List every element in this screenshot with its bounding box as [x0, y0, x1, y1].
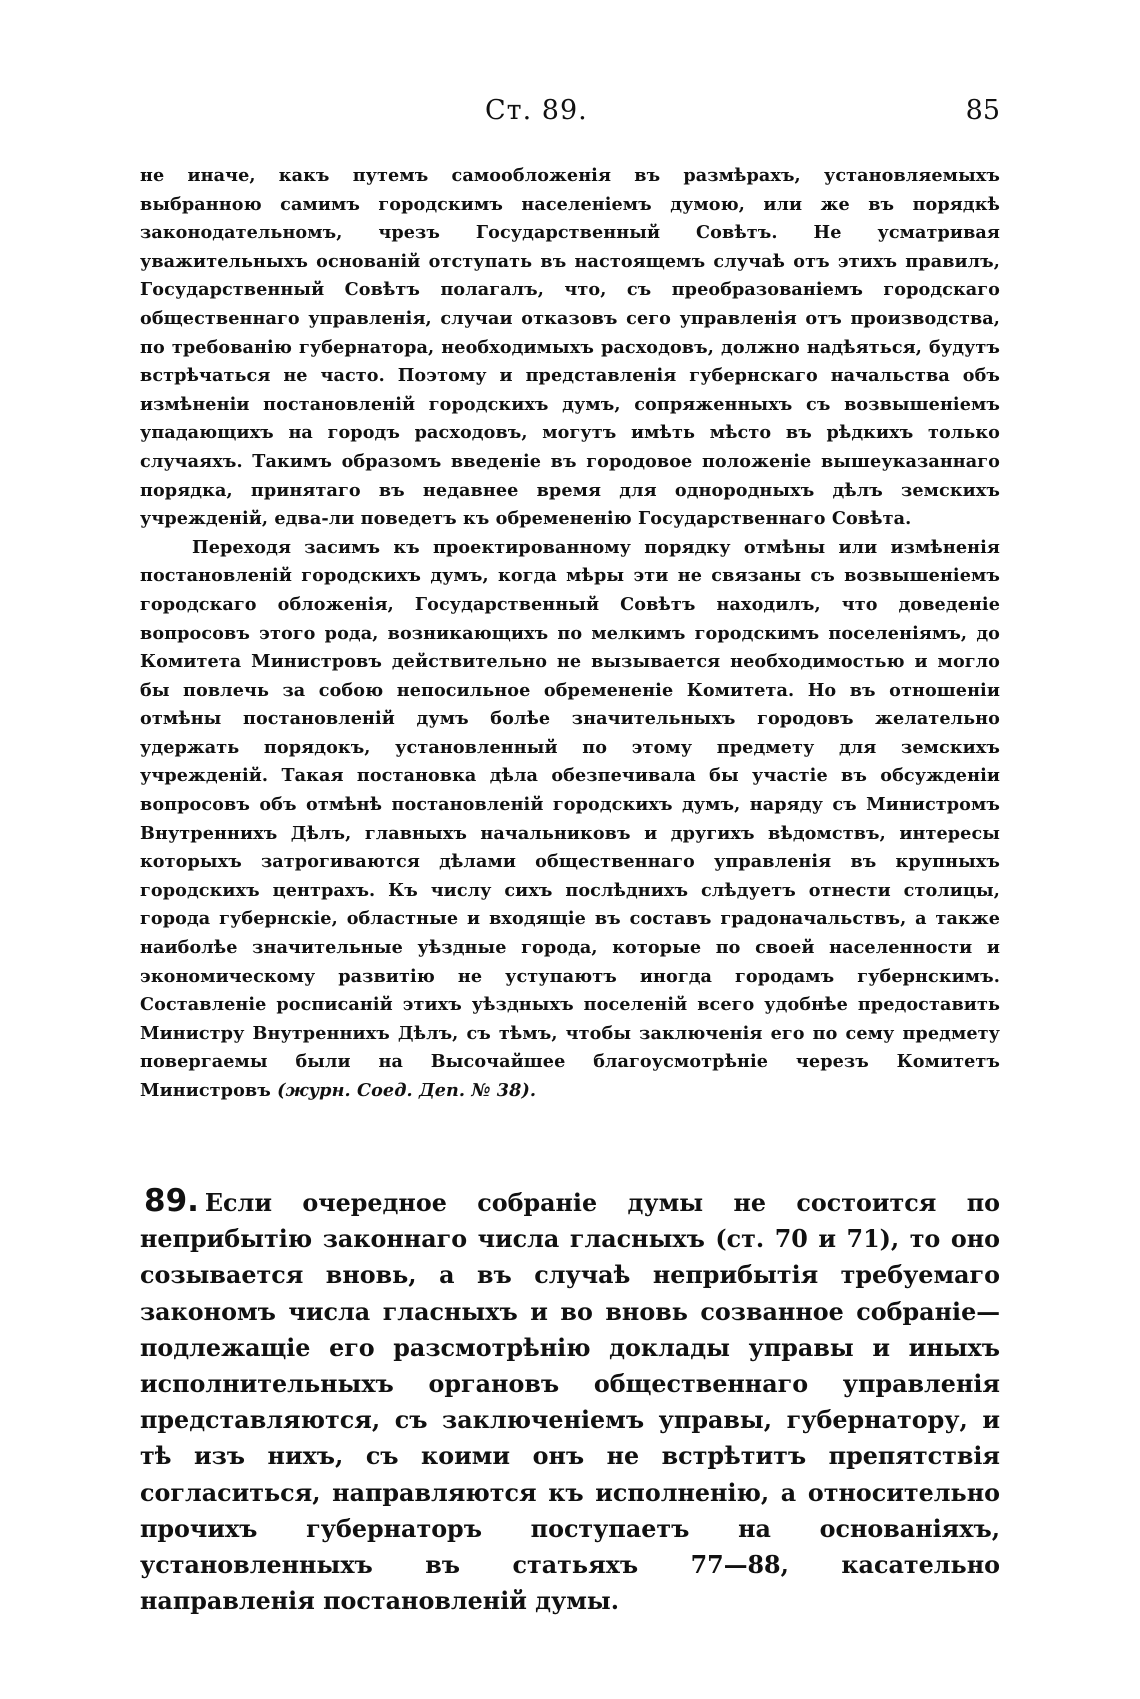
commentary-paragraph-2 [140, 534, 1000, 1106]
article-text: Если очередное собраніе думы не состоится по неприбытію законнаго числа гласныхъ (ст. 70 и 71), то оно созывается вновь, а въ случаѣ неприбытія требуемаго закономъ числа гласныхъ и во вновь созванное собраніе—подлежащіе его разсмотрѣнію доклады управы и иныхъ исполнительныхъ органовъ общественнаго управленія представляются, съ заключеніемъ управы, губернатору, и тѣ изъ нихъ, съ коими онъ не встрѣтитъ препятствія согласиться, направляются къ исполненію, а относительно прочихъ губернаторъ поступаетъ на основаніяхъ, установленныхъ въ статьяхъ 77—88, касательно направленія постановленій думы. [140, 1189, 1000, 1616]
article-paragraph [140, 1183, 1000, 1619]
journal-citation: (журн. Соед. Деп. № 38). [277, 1080, 537, 1101]
article-number: 89. [144, 1183, 199, 1219]
running-head [140, 95, 1000, 135]
commentary-paragraph-1: не иначе, какъ путемъ самообложенія въ размѣрахъ, установляемыхъ выбранною самимъ городскимъ населеніемъ думою, или же въ порядкѣ законодательномъ, чрезъ Государственный Совѣтъ. Не усматривая уважительныхъ основаній отступать въ настоящемъ случаѣ отъ этихъ правилъ, Государственный Совѣтъ полагалъ, что, съ преобразованіемъ городскаго общественнаго управленія, случаи отказовъ сего управленія отъ производства, по требованію губернатора, необходимыхъ расходовъ, должно надѣяться, будутъ встрѣчаться не часто. Поэтому и представленія губернскаго начальства объ измѣненіи постановленій городскихъ думъ, сопряженныхъ съ возвышеніемъ упадающихъ на городъ расходовъ, могутъ имѣть мѣсто въ рѣдкихъ только случаяхъ. Такимъ образомъ введеніе въ городовое положеніе вышеуказаннаго порядка, принятаго въ недавнее время для однородныхъ дѣлъ земскихъ учрежденій, едва-ли поведетъ къ обремененію Государственнаго Совѣта. [140, 165, 1000, 530]
commentary-block [140, 162, 1000, 1106]
page-number: 85 [965, 95, 1000, 126]
commentary-paragraph-2-text: Переходя засимъ къ проектированному порядку отмѣны или измѣненія постановленій городскихъ думъ, когда мѣры эти не связаны съ возвышеніемъ городскаго обложенія, Государственный Совѣтъ находилъ, что доведеніе вопросовъ этого рода, возникающихъ по мелкимъ городскимъ поселеніямъ, до Комитета Министровъ действительно не вызывается необходимостью и могло бы повлечь за собою непосильное обремененіе Комитета. Но въ отношеніи отмѣны постановленій думъ болѣе значительныхъ городовъ желательно удержать порядокъ, установленный по этому предмету для земскихъ учрежденій. Такая постановка дѣла обезпечивала бы участіе въ обсужденіи вопросовъ объ отмѣнѣ постановленій городскихъ думъ, наряду съ Министромъ Внутреннихъ Дѣлъ, главныхъ начальниковъ и другихъ вѣдомствъ, интересы которыхъ затрогиваются дѣлами общественнаго управленія въ крупныхъ городскихъ центрахъ. Къ числу сихъ послѣднихъ слѣдуетъ отнести столицы, города губернскіе, областные и входящіе въ составъ градоначальствъ, а также наиболѣе значительные уѣздные города, которые по своей населенности и экономическому развитію не уступаютъ иногда городамъ губернскимъ. Составленіе росписаній этихъ уѣздныхъ поселеній всего удобнѣе предоставить Министру Внутреннихъ Дѣлъ, съ тѣмъ, чтобы заключенія его по сему предмету повергаемы были на Высочайшее благоусмотрѣніе черезъ Комитетъ Министровъ [140, 536, 1000, 1101]
article-reference: Ст. 89. [485, 95, 588, 126]
article-89 [140, 1183, 1000, 1619]
